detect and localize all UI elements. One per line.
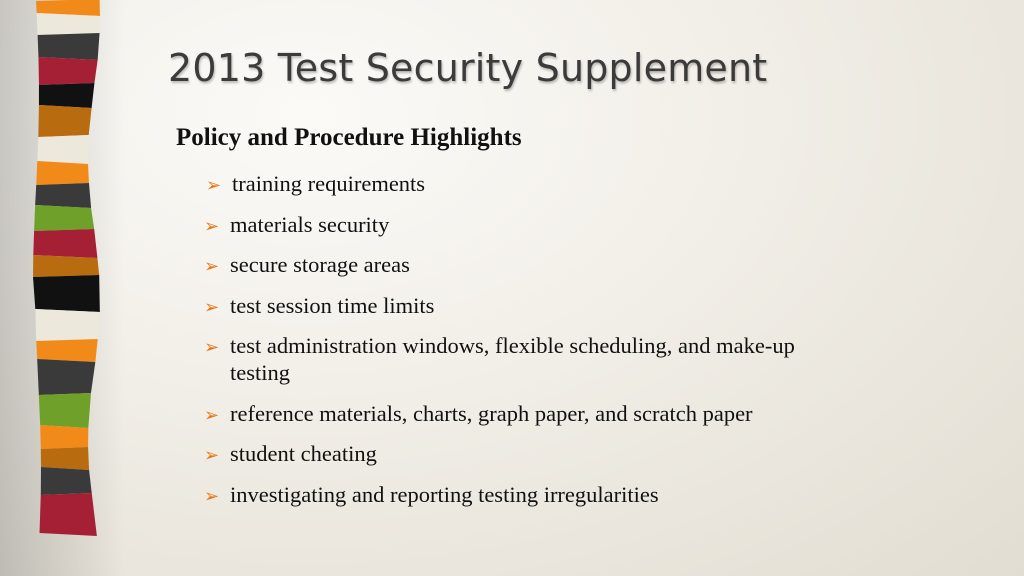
arrow-bullet-icon: ➢ — [204, 485, 220, 507]
bullet-item — [204, 211, 924, 238]
arrow-bullet-icon: ➢ — [204, 296, 220, 318]
stripe-segment — [35, 183, 91, 208]
stripe-segment — [33, 275, 100, 312]
arrow-bullet-icon: ➢ — [204, 215, 220, 237]
bullet-text: materials security — [230, 211, 390, 237]
stripe-segment — [35, 309, 100, 341]
stripe-segment — [41, 447, 89, 470]
stripe-segment — [41, 467, 92, 495]
bullet-item — [204, 400, 924, 427]
bullet-text: test administration windows, flexible scheduling, and make-up testing — [230, 333, 795, 385]
bullet-item — [204, 292, 924, 319]
slide-subtitle: Policy and Procedure Highlights — [176, 124, 522, 151]
stripe-segment — [33, 229, 97, 258]
bullet-list — [204, 170, 924, 521]
stripe-segment — [39, 393, 91, 428]
bullet-item — [204, 251, 924, 278]
bullet-text: test session time limits — [230, 292, 435, 318]
stripe-segment — [37, 359, 95, 395]
stripe-segment — [37, 13, 100, 35]
bullet-text: training requirements — [232, 171, 426, 196]
stripe-segment — [39, 83, 95, 108]
arrow-bullet-icon: ➢ — [204, 337, 220, 358]
bullet-item — [204, 481, 924, 508]
stripe-segment — [38, 33, 100, 60]
arrow-bullet-icon: ➢ — [206, 175, 222, 196]
bullet-text: secure storage areas — [230, 252, 410, 277]
stripe-segment — [40, 493, 97, 536]
stripe-segment — [36, 161, 89, 185]
stripe-segment — [34, 205, 94, 231]
stripe-segment — [37, 135, 88, 164]
bullet-item — [204, 170, 924, 197]
stripe-pattern — [0, 0, 125, 576]
stripe-segment — [36, 339, 97, 362]
bullet-text: reference materials, charts, graph paper, and scratch paper — [230, 400, 753, 426]
slide-title: 2013 Test Security Supplement — [168, 46, 768, 90]
arrow-bullet-icon: ➢ — [204, 404, 220, 426]
bullet-item — [204, 440, 924, 467]
bullet-text: investigating and reporting testing irregularities — [230, 481, 659, 507]
stripe-segment — [38, 57, 97, 85]
decorative-stripe-band — [0, 0, 125, 576]
stripe-segment — [40, 425, 88, 449]
stripe-segment — [33, 255, 99, 277]
stripe-segment — [38, 105, 91, 137]
arrow-bullet-icon: ➢ — [204, 445, 220, 466]
bullet-item — [204, 332, 924, 386]
bullet-text: student cheating — [230, 441, 377, 466]
arrow-bullet-icon: ➢ — [204, 256, 220, 277]
